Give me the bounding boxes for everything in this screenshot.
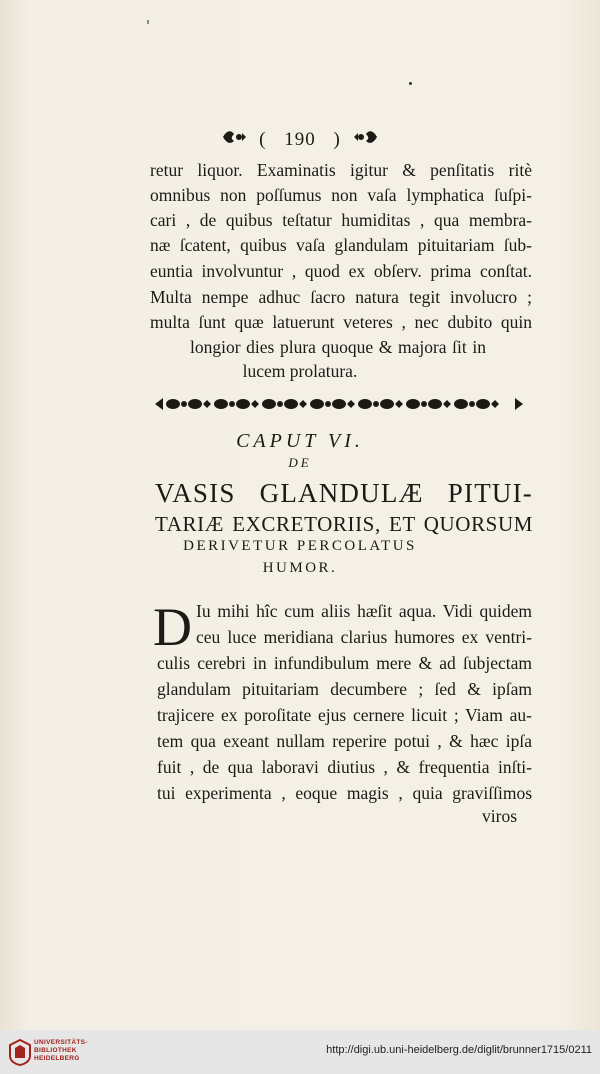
page-number-open: ( bbox=[259, 129, 267, 150]
library-name-line: HEIDELBERG bbox=[34, 1055, 80, 1062]
text-line: lucem prolatura. bbox=[242, 361, 358, 381]
text-line: multa ſunt quæ latuerunt veteres , nec dubito quin bbox=[150, 312, 532, 332]
text-line: omnibus non poſſumus non vaſa lymphatica ſuſpi- bbox=[150, 185, 532, 205]
drop-cap: D bbox=[153, 597, 192, 657]
chapter-title-line-4: HUMOR. bbox=[262, 560, 338, 576]
text-line: euntia involvuntur , quod ex obſerv. prima conſtat. bbox=[150, 261, 532, 281]
page-number-close: ) bbox=[333, 129, 341, 150]
page-mark bbox=[147, 20, 149, 24]
text-line: glandulam pituitariam decumbere ; ſed & ipſam bbox=[157, 679, 532, 699]
ornament-right-icon bbox=[353, 128, 379, 152]
chapter-title-line-1: VASIS GLANDULÆ PITUI- bbox=[155, 478, 533, 508]
chapter-title-line-2: TARIÆ EXCRETORIIS, ET QUORSUM bbox=[155, 512, 533, 536]
text-line: culis cerebri in infundibulum mere & ad ſubjectam bbox=[157, 653, 532, 673]
library-name-line: BIBLIOTHEK bbox=[34, 1047, 77, 1054]
text-line: cari , de quibus teſtatur humiditas , qua membra- bbox=[150, 210, 532, 230]
chapter-title-line-3: DERIVETUR PERCOLATUS bbox=[183, 538, 417, 554]
text-line: ceu luce meridiana clarius humores ex ventri- bbox=[196, 627, 532, 647]
page-header bbox=[0, 128, 600, 152]
text-line: retur liquor. Examinatis igitur & penſitatis ritè bbox=[150, 160, 532, 180]
ink-dot bbox=[409, 82, 412, 85]
footer-bar bbox=[0, 1030, 600, 1074]
source-url-link[interactable]: http://digi.ub.uni-heidelberg.de/diglit/brunner1715/0211 bbox=[326, 1044, 592, 1056]
university-library-logo-icon bbox=[8, 1038, 32, 1066]
chapter-preposition: DE bbox=[288, 455, 312, 470]
library-name bbox=[34, 1039, 88, 1063]
ornamental-divider-icon bbox=[155, 395, 523, 413]
text-line: tui experimenta , eoque magis , quia graviſſimos bbox=[157, 783, 532, 803]
page-number: 190 bbox=[284, 129, 316, 150]
text-line: Iu mihi hîc cum aliis hæſit aqua. Vidi quidem bbox=[196, 601, 532, 621]
text-line: longior dies plura quoque & majora ſit in bbox=[190, 337, 486, 357]
text-line: fuit , de qua laboravi diutius , & frequentia inſti- bbox=[157, 757, 532, 777]
ornament-left-icon bbox=[221, 128, 247, 152]
text-line: tem qua exeant nullam reperire potui , & hæc ipſa bbox=[157, 731, 532, 751]
chapter-number: CAPUT VI. bbox=[236, 430, 364, 452]
library-name-line: UNIVERSITÄTS- bbox=[34, 1039, 88, 1046]
text-line: Multa nempe adhuc ſacro natura tegit involucro ; bbox=[150, 287, 532, 307]
catchword: viros bbox=[482, 806, 517, 826]
text-line: trajicere ex poroſitate ejus cernere licuit ; Viam au- bbox=[157, 705, 532, 725]
text-line: næ ſcatent, quibus vaſa glandulam pituitariam ſub- bbox=[150, 235, 532, 255]
